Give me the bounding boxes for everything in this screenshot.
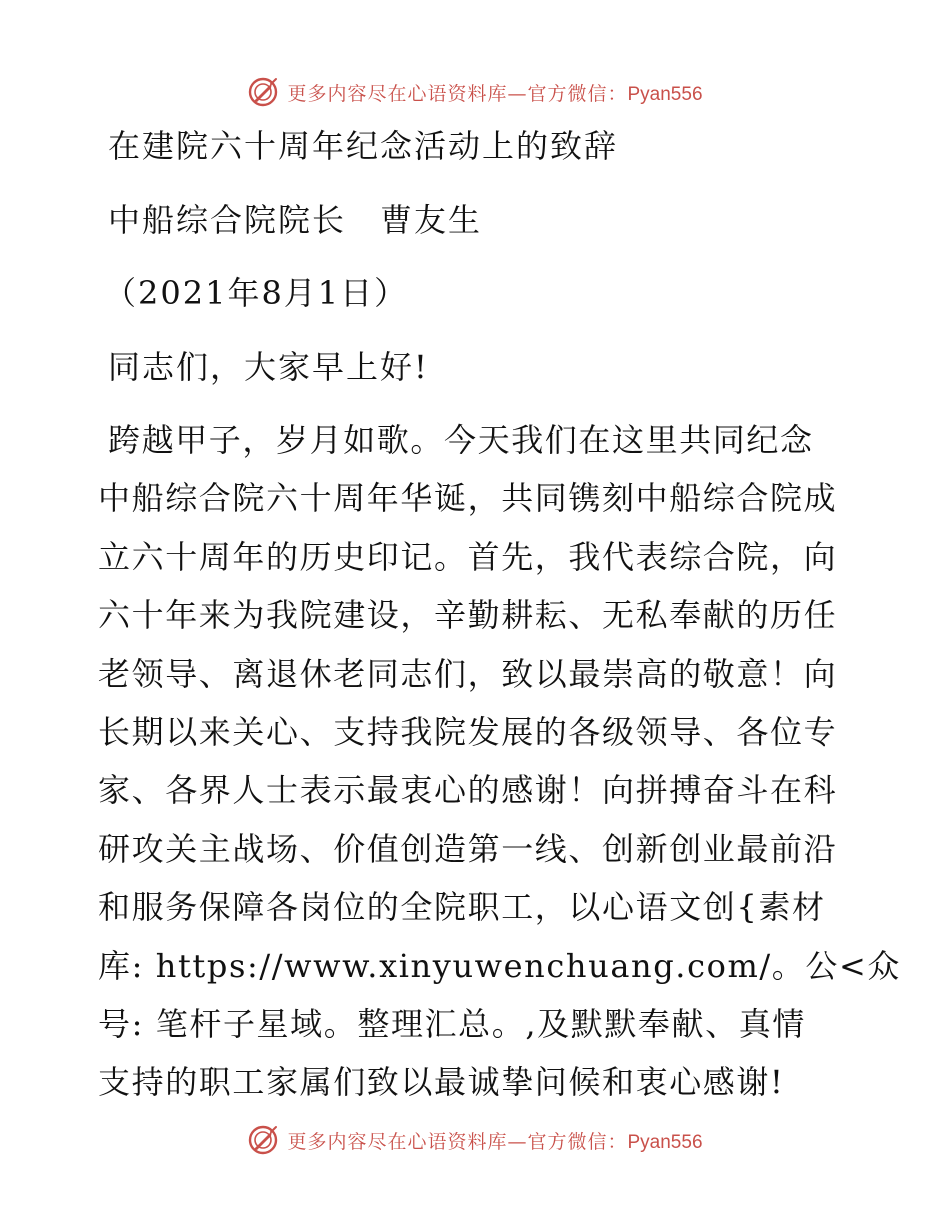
paragraph-line: 家、各界人士表示最衷心的感谢！向拼搏奋斗在科 (98, 771, 838, 810)
paragraph-line: 六十年来为我院建设，辛勤耕耘、无私奉献的历任 (98, 596, 838, 635)
paragraph-line: 跨越甲子，岁月如歌。今天我们在这里共同纪念 (108, 421, 814, 459)
speech-paragraph (98, 420, 902, 1121)
brand-logo-icon (247, 76, 279, 108)
paragraph-line: 库: https://www.xinyuwenchuang.com/。公<众 (98, 946, 902, 985)
greeting: 同志们，大家早上好! (108, 348, 429, 386)
watermark-label: 更多内容尽在心语资料库—官方微信： (287, 1130, 628, 1153)
paragraph-line: 长期以来关心、支持我院发展的各级领导、各位专 (98, 712, 838, 751)
paragraph-line: 老领导、离退休老同志们，致以最崇高的敬意！向 (98, 654, 838, 693)
paragraph-line: 和服务保障各岗位的全院职工，以心语文创{素材 (98, 888, 826, 927)
footer-watermark-banner (0, 1120, 950, 1160)
speech-date: （2021年8月1日） (104, 274, 409, 312)
paragraph-line: 立六十周年的历史印记。首先，我代表综合院，向 (98, 537, 838, 576)
watermark-label: 更多内容尽在心语资料库—官方微信： (287, 82, 628, 105)
watermark-text (287, 1127, 702, 1154)
document-title: 在建院六十周年纪念活动上的致辞 (108, 127, 619, 165)
speaker-line: 中船综合院院长 曹友生 (108, 201, 483, 239)
paragraph-line: 支持的职工家属们致以最诚挚问候和衷心感谢! (98, 1063, 785, 1102)
brand-logo-icon (247, 1124, 279, 1156)
header-watermark-banner (0, 72, 950, 112)
paragraph-line: 中船综合院六十周年华诞，共同镌刻中船综合院成 (98, 479, 838, 518)
paragraph-line: 号: 笔杆子星域。整理汇总。,及默默奉献、真情 (98, 1004, 806, 1043)
watermark-wechat-id: Pyan556 (627, 83, 703, 105)
watermark-text (287, 79, 702, 106)
paragraph-line: 研攻关主战场、价值创造第一线、创新创业最前沿 (98, 829, 838, 868)
watermark-wechat-id: Pyan556 (627, 1131, 703, 1153)
